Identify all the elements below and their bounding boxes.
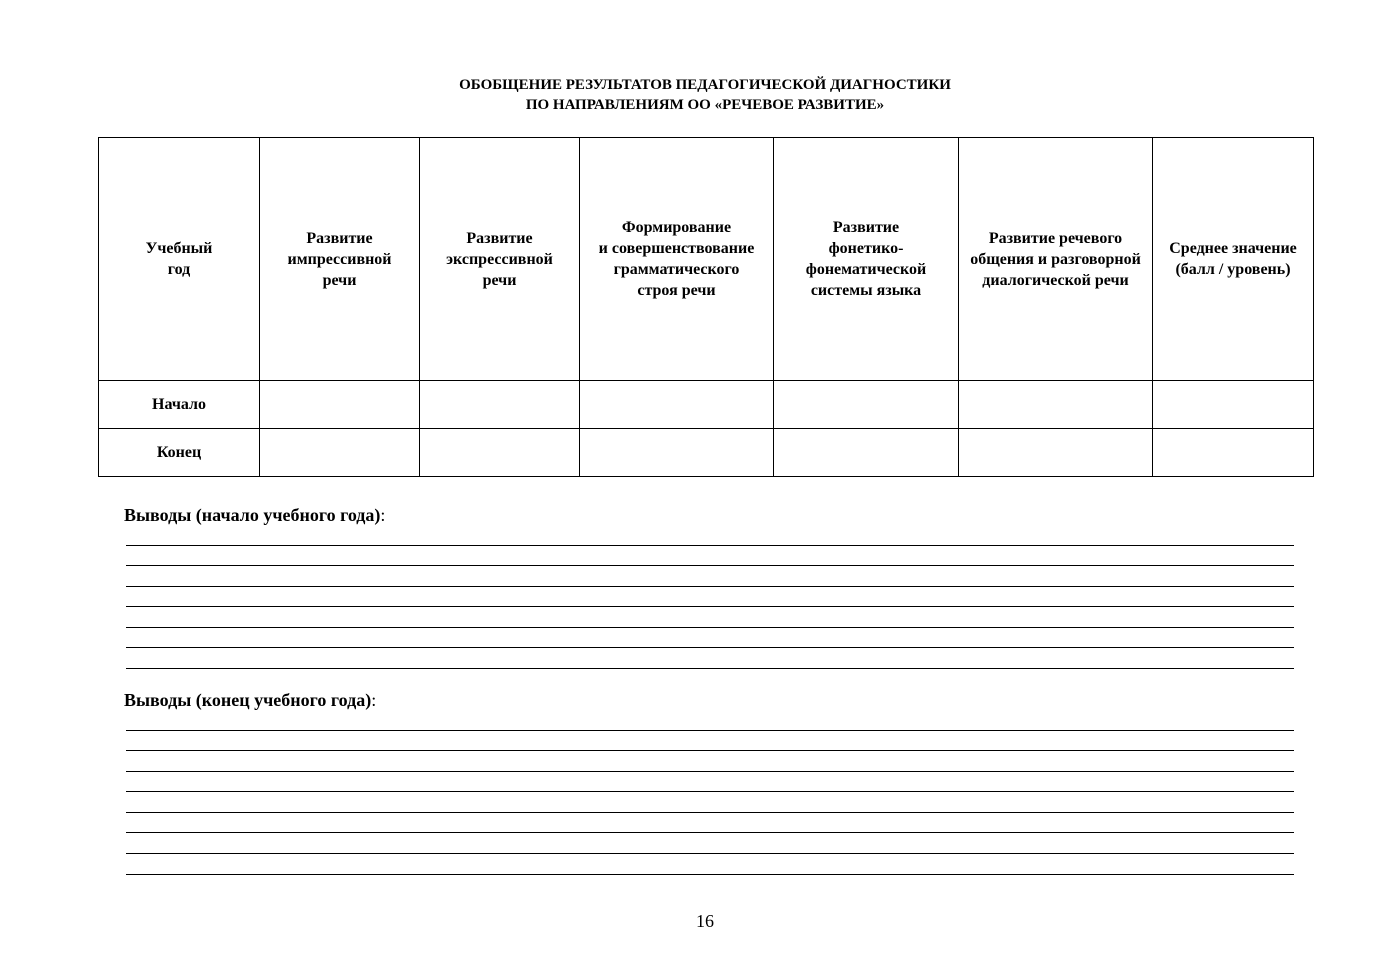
conclusion-end-line[interactable] xyxy=(126,874,1294,875)
conclusion-end-line[interactable] xyxy=(126,771,1294,772)
conclusion-end-label xyxy=(124,689,376,711)
column-header-line: экспрессивной xyxy=(446,250,553,268)
conclusion-start-line[interactable] xyxy=(126,606,1294,607)
column-header xyxy=(580,138,774,381)
column-header-line: диалогической речи xyxy=(982,271,1129,289)
column-header-line: речи xyxy=(482,271,517,289)
column-header-line: Развитие xyxy=(306,229,373,247)
conclusion-end-line[interactable] xyxy=(126,853,1294,854)
column-header-line: (балл / уровень) xyxy=(1175,261,1291,278)
page-number: 16 xyxy=(696,911,714,931)
column-header-line: импрессивной xyxy=(287,250,392,268)
conclusion-start-line[interactable] xyxy=(126,565,1294,566)
column-header-line: грамматического xyxy=(613,261,740,278)
column-header xyxy=(959,138,1153,381)
column-header xyxy=(1153,138,1314,381)
column-header-line: год xyxy=(167,261,191,278)
conclusion-end-line[interactable] xyxy=(126,812,1294,813)
conclusion-end-colon: : xyxy=(371,690,377,710)
table-cell[interactable] xyxy=(260,429,420,477)
conclusion-end-title: Выводы (конец учебного года) xyxy=(124,690,372,710)
conclusion-start-label xyxy=(124,504,385,526)
document-title-line-2: ПО НАПРАВЛЕНИЯМ ОО «РЕЧЕВОЕ РАЗВИТИЕ» xyxy=(525,97,885,113)
table-cell[interactable] xyxy=(1153,429,1314,477)
column-header-line: системы языка xyxy=(810,282,922,299)
column-header-line: строя речи xyxy=(637,282,716,299)
table-cell[interactable] xyxy=(959,381,1153,429)
column-header xyxy=(260,138,420,381)
table-cell[interactable] xyxy=(774,381,959,429)
conclusion-end-line[interactable] xyxy=(126,730,1294,731)
table-cell[interactable] xyxy=(580,381,774,429)
conclusion-start-line[interactable] xyxy=(126,545,1294,546)
column-header-line: Развитие xyxy=(832,219,900,236)
column-header-line: Среднее значение xyxy=(1169,240,1297,257)
conclusion-start-line[interactable] xyxy=(126,647,1294,648)
column-header xyxy=(420,138,580,381)
column-header-line: общения и разговорной xyxy=(970,250,1141,268)
conclusion-start-colon: : xyxy=(380,505,386,525)
conclusion-end-line[interactable] xyxy=(126,750,1294,751)
diagnostics-results-table xyxy=(98,137,1314,477)
conclusion-start-line[interactable] xyxy=(126,586,1294,587)
conclusion-end-line[interactable] xyxy=(126,791,1294,792)
row-label: Конец xyxy=(99,429,260,477)
column-header xyxy=(774,138,959,381)
conclusion-end-line[interactable] xyxy=(126,832,1294,833)
column-header-line: речи xyxy=(322,271,357,289)
table-cell[interactable] xyxy=(580,429,774,477)
column-header-line: и совершенствование xyxy=(598,240,755,257)
table-cell[interactable] xyxy=(774,429,959,477)
column-header-line: Учебный xyxy=(145,240,213,257)
table-cell[interactable] xyxy=(420,381,580,429)
column-header-line: фонетико- xyxy=(828,240,904,257)
table-cell[interactable] xyxy=(420,429,580,477)
column-header-line: Развитие речевого xyxy=(988,229,1123,247)
row-label: Начало xyxy=(99,381,260,429)
table-header-row xyxy=(99,138,1314,381)
column-header-line: Развитие xyxy=(466,229,533,247)
column-header xyxy=(99,138,260,381)
conclusion-start-line[interactable] xyxy=(126,627,1294,628)
column-header-line: фонематической xyxy=(805,261,927,278)
conclusion-start-title: Выводы (начало учебного года) xyxy=(124,505,381,525)
table-row-end xyxy=(99,429,1314,477)
table-row-start xyxy=(99,381,1314,429)
document-title-line-1: ОБОБЩЕНИЕ РЕЗУЛЬТАТОВ ПЕДАГОГИЧЕСКОЙ ДИАГНОСТИКИ xyxy=(459,77,951,93)
conclusion-start-line[interactable] xyxy=(126,668,1294,669)
column-header-line: Формирование xyxy=(621,219,732,236)
table-cell[interactable] xyxy=(260,381,420,429)
table-cell[interactable] xyxy=(959,429,1153,477)
table-cell[interactable] xyxy=(1153,381,1314,429)
